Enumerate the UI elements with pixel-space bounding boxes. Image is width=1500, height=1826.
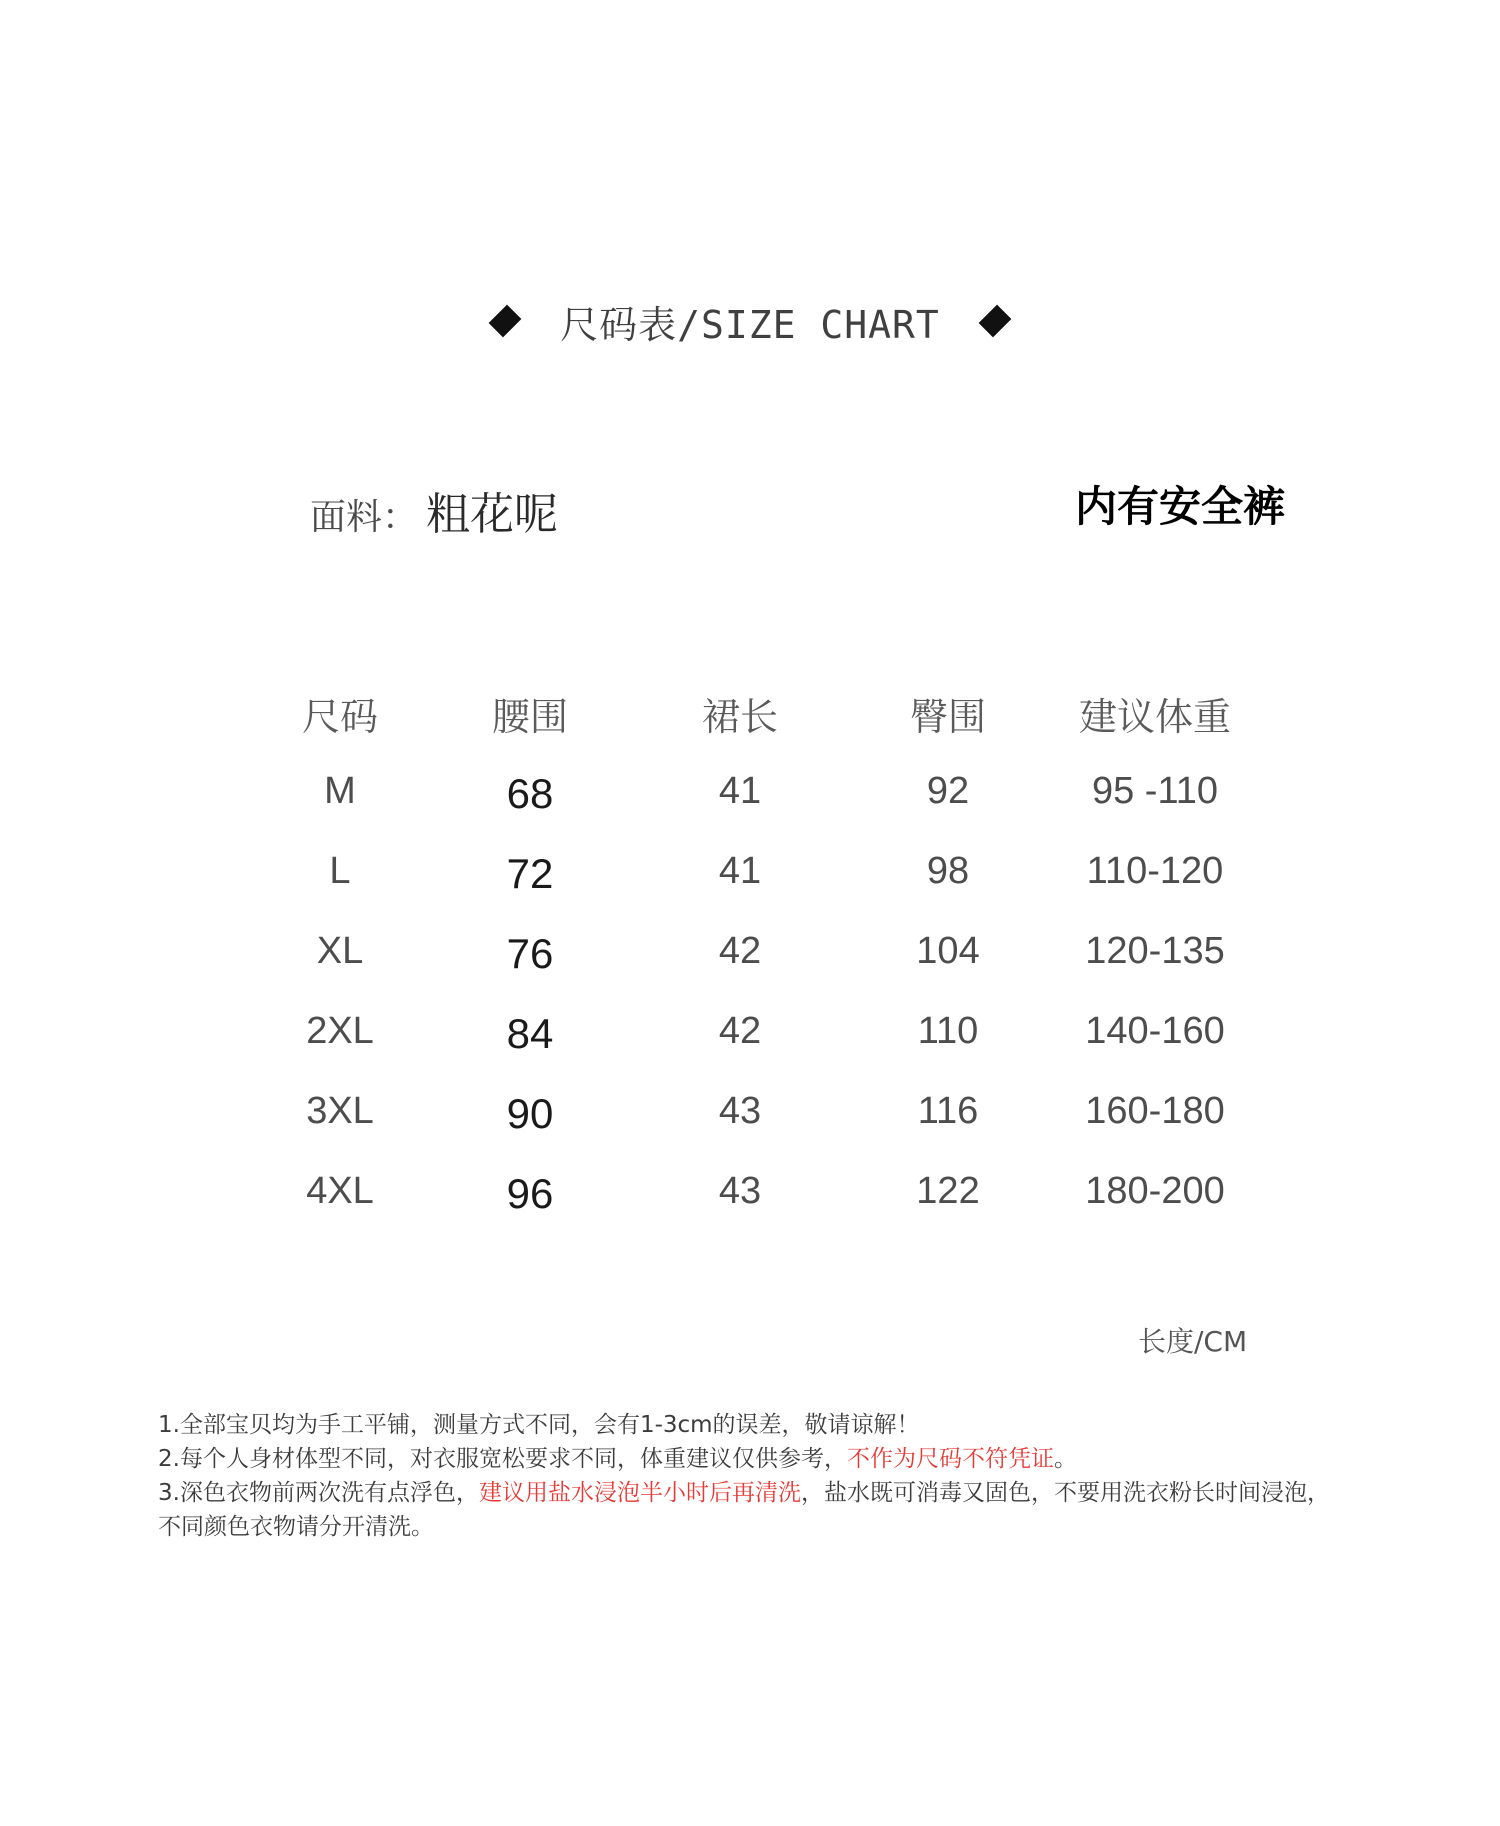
weight-cell: 110-120 (1086, 850, 1224, 892)
skirt-length-cell: 42 (718, 930, 762, 972)
waist-cell: 76 (506, 930, 554, 977)
size-cell: XL (316, 930, 364, 972)
weight-cell: 140-160 (1085, 1010, 1225, 1052)
waist-cell: 68 (506, 770, 554, 817)
hip-cell: 92 (926, 770, 970, 812)
note-text-after: 。 (1053, 1446, 1077, 1472)
hip-cell: 122 (916, 1170, 980, 1212)
weight-cell: 95 -110 (1091, 770, 1219, 812)
size-cell: 4XL (306, 1170, 374, 1212)
page-title: 尺码表/SIZE CHART (560, 302, 940, 347)
size-cell: 3XL (306, 1090, 374, 1132)
table-header-row (250, 686, 1250, 770)
safety-shorts-note: 内有安全裤 (1075, 482, 1286, 531)
column-header-waist: 腰围 (491, 695, 568, 739)
skirt-length-cell: 43 (718, 1090, 762, 1132)
waist-cell: 72 (506, 850, 554, 897)
weight-cell: 120-135 (1085, 930, 1225, 972)
care-notes (158, 1408, 1348, 1544)
note-highlight: 建议用盐水浸泡半小时后再清洗 (478, 1480, 801, 1506)
hip-cell: 110 (917, 1010, 979, 1052)
column-header-size: 尺码 (301, 695, 378, 739)
note-text: 3.深色衣物前两次洗有点浮色， (158, 1480, 479, 1506)
table-row (250, 770, 1250, 850)
note-text-after: ，盐水既可消毒又固色，不要用洗衣粉长时间浸泡，不同颜色衣物请分开清洗。 (158, 1480, 1330, 1540)
fabric-info (310, 478, 558, 542)
fabric-label: 面料： (310, 497, 419, 538)
skirt-length-cell: 41 (718, 770, 762, 812)
waist-cell: 84 (506, 1010, 554, 1057)
size-table (250, 686, 1250, 1250)
column-header-hip: 臀围 (909, 695, 986, 739)
note-item (158, 1408, 1348, 1442)
fabric-value: 粗花呢 (426, 489, 559, 540)
table-row (250, 930, 1250, 1010)
size-cell: L (329, 850, 351, 892)
hip-cell: 116 (917, 1090, 979, 1132)
waist-cell: 90 (506, 1090, 554, 1137)
size-cell: 2XL (306, 1010, 374, 1052)
column-header-weight: 建议体重 (1078, 695, 1231, 739)
note-item (158, 1442, 1348, 1476)
chart-header (0, 286, 1500, 356)
table-row (250, 850, 1250, 930)
note-text: 1.全部宝贝均为手工平铺，测量方式不同，会有1-3cm的误差，敬请谅解！ (158, 1412, 920, 1438)
diamond-icon (978, 305, 1011, 338)
weight-cell: 180-200 (1085, 1170, 1225, 1212)
skirt-length-cell: 42 (718, 1010, 762, 1052)
hip-cell: 104 (916, 930, 980, 972)
table-row (250, 1090, 1250, 1170)
waist-cell: 96 (506, 1170, 554, 1217)
skirt-length-cell: 41 (718, 850, 762, 892)
note-highlight: 不作为尺码不符凭证 (846, 1446, 1054, 1472)
diamond-icon (489, 305, 522, 338)
table-row (250, 1170, 1250, 1250)
note-item (158, 1476, 1348, 1544)
skirt-length-cell: 43 (718, 1170, 762, 1212)
note-text: 2.每个人身材体型不同，对衣服宽松要求不同，体重建议仅供参考， (158, 1446, 847, 1472)
column-header-skirt-length: 裙长 (701, 695, 778, 739)
table-row (250, 1010, 1250, 1090)
size-cell: M (324, 770, 356, 812)
unit-label: 长度/CM (1138, 1325, 1248, 1358)
weight-cell: 160-180 (1085, 1090, 1225, 1132)
hip-cell: 98 (926, 850, 970, 892)
